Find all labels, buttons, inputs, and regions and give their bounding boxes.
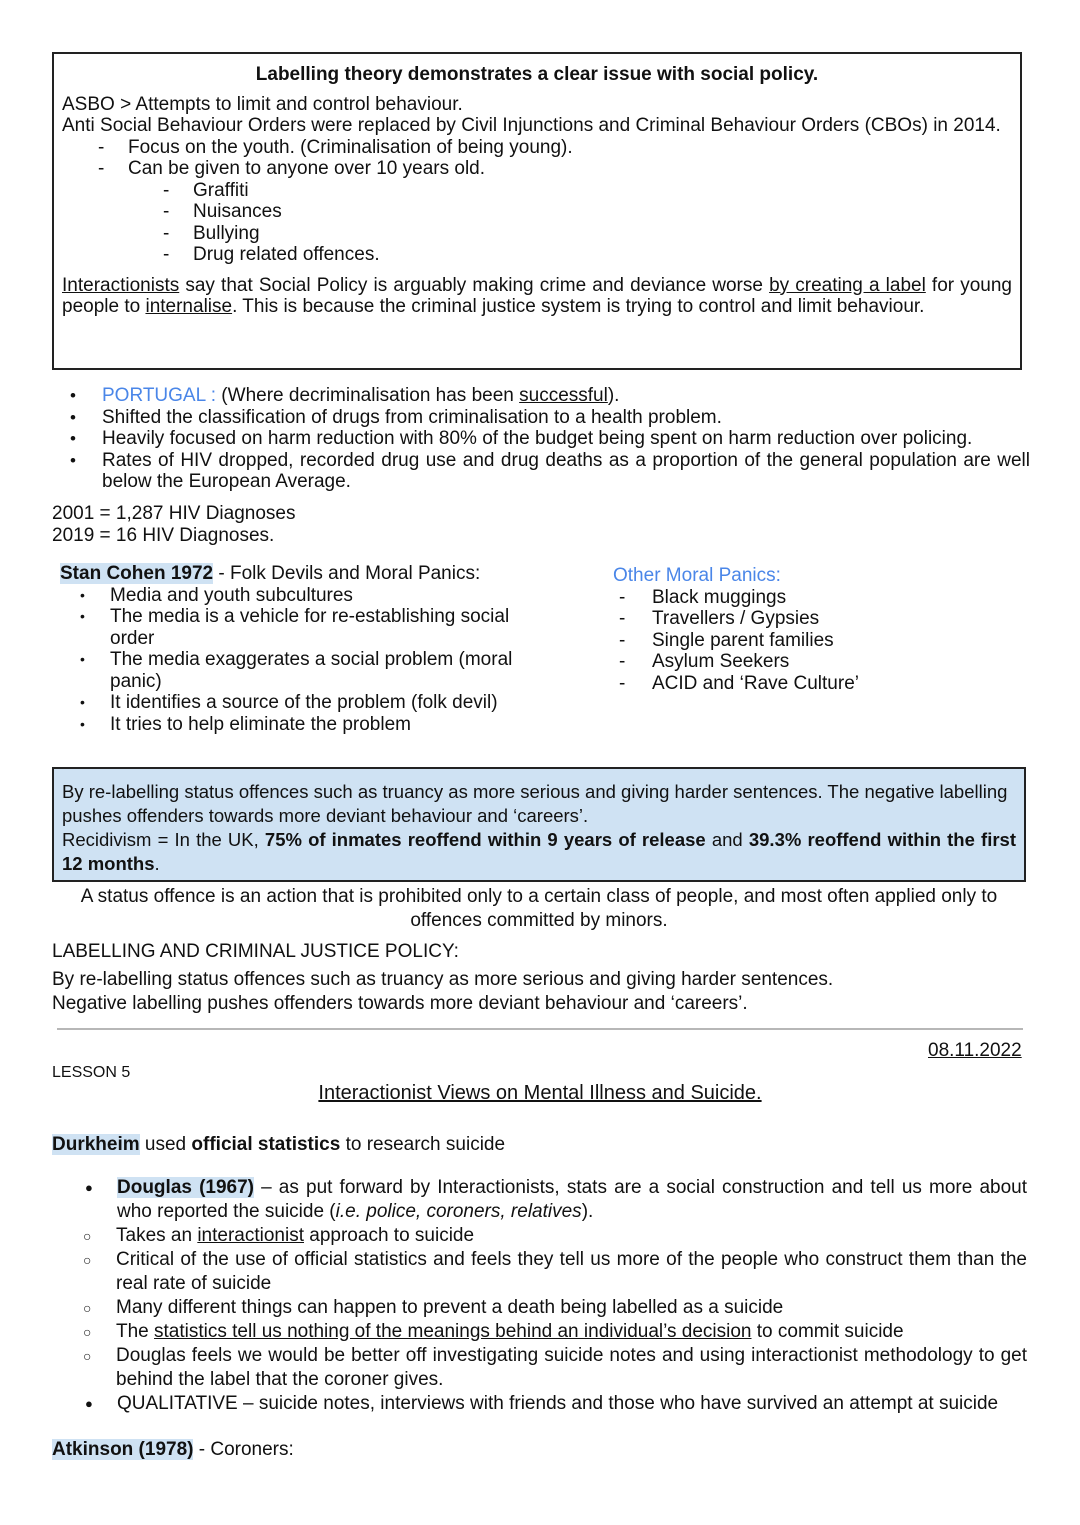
asbo-point: - Can be given to anyone over 10 years old. xyxy=(128,158,1012,180)
text-span: for young people to xyxy=(62,274,1012,317)
durkheim-line xyxy=(52,1134,505,1156)
qualitative-point: ● QUALITATIVE – suicide notes, interviews with friends and those who have survived an attempt at suicide xyxy=(85,1392,1027,1416)
douglas-subpoint xyxy=(19,1320,1027,1344)
cohen-point: • It identifies a source of the problem (folk devil) xyxy=(60,692,540,714)
internalise-term: internalise xyxy=(145,296,233,317)
portugal-section xyxy=(70,385,1030,493)
interactionists-paragraph xyxy=(62,275,1012,318)
other-panics-item: - Asylum Seekers xyxy=(613,651,1013,673)
relabelling-text: By re-labelling status offences such as truancy as more serious and giving harder sentences. The negative labelling pushes offenders towards more deviant behaviour and ‘careers’. xyxy=(62,781,1008,826)
statistics-meaning-phrase: statistics tell us nothing of the meanings behind an individual’s decision xyxy=(154,1321,752,1342)
text-span: say that Social Policy is arguably making crime and deviance worse xyxy=(179,274,770,296)
asbo-subpoint: - Graffiti xyxy=(193,180,1012,202)
recidivism-box xyxy=(52,767,1026,882)
official-statistics-term: official statistics xyxy=(191,1134,341,1155)
portugal-label: PORTUGAL : xyxy=(102,385,217,406)
atkinson-line xyxy=(52,1438,294,1462)
labelling-cjp-line: By re-labelling status offences such as truancy as more serious and giving harder sentences. xyxy=(52,969,834,990)
douglas-name: Douglas (1967) xyxy=(117,1177,254,1198)
labelling-cjp-line: Negative labelling pushes offenders towards more deviant behaviour and ‘careers’. xyxy=(52,993,748,1014)
recidivism-text xyxy=(62,828,1016,876)
reporters-examples: i.e. police, coroners, relatives xyxy=(335,1201,582,1222)
portugal-point: • Rates of HIV dropped, recorded drug use and drug deaths as a proportion of the general population are well below the European Average. xyxy=(70,450,1030,493)
text-span: Recidivism = In the UK, xyxy=(62,829,265,850)
text-span: . xyxy=(154,853,160,874)
asbo-replaced-line: Anti Social Behaviour Orders were replaced by Civil Injunctions and Criminal Behaviour Orders (CBOs) in 2014. xyxy=(62,115,1001,136)
text-span: - Coroners: xyxy=(193,1439,294,1460)
douglas-subpoint: ○ Douglas feels we would be better off investigating suicide notes and using interactionist methodology to get behind the label that the coroner gives. xyxy=(19,1344,1027,1392)
other-panics-list xyxy=(613,587,1013,695)
asbo-point: - Focus on the youth. (Criminalisation of being young). xyxy=(128,137,1012,159)
other-panics-item: - Black muggings xyxy=(613,587,1013,609)
text-span: - Folk Devils and Moral Panics: xyxy=(213,563,481,584)
douglas-point xyxy=(85,1176,1027,1224)
hiv-stat-2019: 2019 = 16 HIV Diagnoses. xyxy=(52,525,275,546)
asbo-subpoint: - Nuisances xyxy=(193,201,1012,223)
text-span: and xyxy=(705,829,749,850)
recidivism-stat: 39.3% reoffend within the first 12 months xyxy=(62,829,1016,874)
douglas-subpoint: ○ Critical of the use of official statistics and feels they tell us more of the people who construct them than the real rate of suicide xyxy=(19,1248,1027,1296)
cohen-heading xyxy=(60,563,540,585)
asbo-subpoint: - Bullying xyxy=(193,223,1012,245)
successful-term: successful xyxy=(519,385,608,406)
text-span: – as put forward by Interactionists, stats are a social construction and tell us more about who reported the suicide ( xyxy=(117,1177,1027,1222)
text-span: ). xyxy=(607,385,620,406)
other-panics-item: - Single parent families xyxy=(613,630,1013,652)
status-offence-definition: A status offence is an action that is prohibited only to a certain class of people, and most often applied only to offences committed by minors. xyxy=(80,886,998,931)
other-panics-heading: Other Moral Panics: xyxy=(613,565,781,586)
text-span: used xyxy=(139,1134,192,1155)
other-panics-item: - ACID and ‘Rave Culture’ xyxy=(613,673,1013,695)
divider xyxy=(57,1028,1023,1030)
labelling-cjp-section xyxy=(52,940,1026,1016)
box-title: Labelling theory demonstrates a clear issue with social policy. xyxy=(255,64,819,85)
hiv-stat-2001: 2001 = 1,287 HIV Diagnoses xyxy=(52,503,296,524)
text-span: . This is because the criminal justice system is trying to control and limit behaviour. xyxy=(232,296,925,317)
durkheim-name: Durkheim xyxy=(52,1134,140,1155)
lesson-number: LESSON 5 xyxy=(52,1064,131,1081)
text-span: ). xyxy=(581,1201,594,1222)
lesson-title-text: Interactionist Views on Mental Illness and Suicide. xyxy=(318,1082,762,1104)
douglas-section xyxy=(85,1176,1027,1416)
text-span: to research suicide xyxy=(340,1134,506,1155)
text-span: Takes an xyxy=(116,1225,198,1246)
label-phrase: by creating a label xyxy=(769,274,926,296)
other-panics-section xyxy=(613,565,1013,694)
asbo-subpoints xyxy=(62,180,1012,266)
portugal-point: • Shifted the classification of drugs from criminalisation to a health problem. xyxy=(70,407,1030,429)
text-span: to commit suicide xyxy=(751,1321,904,1342)
cohen-name: Stan Cohen 1972 xyxy=(60,563,214,584)
text-span: (Where decriminalisation has been xyxy=(216,385,520,406)
lesson-title xyxy=(0,1083,1080,1105)
asbo-subpoint: - Drug related offences. xyxy=(193,244,1012,266)
cohen-point: • The media is a vehicle for re-establishing social order xyxy=(60,606,540,649)
cohen-section xyxy=(60,563,540,735)
other-panics-item: - Travellers / Gypsies xyxy=(613,608,1013,630)
portugal-point: • Heavily focused on harm reduction with 80% of the budget being spent on harm reduction over policing. xyxy=(70,428,1030,450)
labelling-cjp-heading: LABELLING AND CRIMINAL JUSTICE POLICY: xyxy=(52,941,459,962)
asbo-points xyxy=(62,137,1012,180)
cohen-point: • Media and youth subcultures xyxy=(60,585,540,607)
douglas-subpoint: ○ Many different things can happen to prevent a death being labelled as a suicide xyxy=(19,1296,1027,1320)
cohen-point: • It tries to help eliminate the problem xyxy=(60,714,540,736)
cohen-points xyxy=(60,585,540,736)
lesson-date: 08.11.2022 xyxy=(928,1040,1022,1061)
text-span: The xyxy=(116,1321,155,1342)
interactionist-term: interactionist xyxy=(197,1225,304,1246)
hiv-stats xyxy=(52,503,295,547)
recidivism-stat: 75% of inmates reoffend within 9 years of release xyxy=(264,829,706,850)
text-span: approach to suicide xyxy=(304,1225,475,1246)
interactionists-term: Interactionists xyxy=(62,274,180,296)
douglas-subpoint xyxy=(19,1224,1027,1248)
asbo-box xyxy=(52,52,1022,370)
atkinson-name: Atkinson (1978) xyxy=(52,1439,194,1460)
cohen-point: • The media exaggerates a social problem (moral panic) xyxy=(60,649,540,692)
portugal-heading xyxy=(70,385,1030,407)
asbo-line: ASBO > Attempts to limit and control behaviour. xyxy=(62,93,463,115)
